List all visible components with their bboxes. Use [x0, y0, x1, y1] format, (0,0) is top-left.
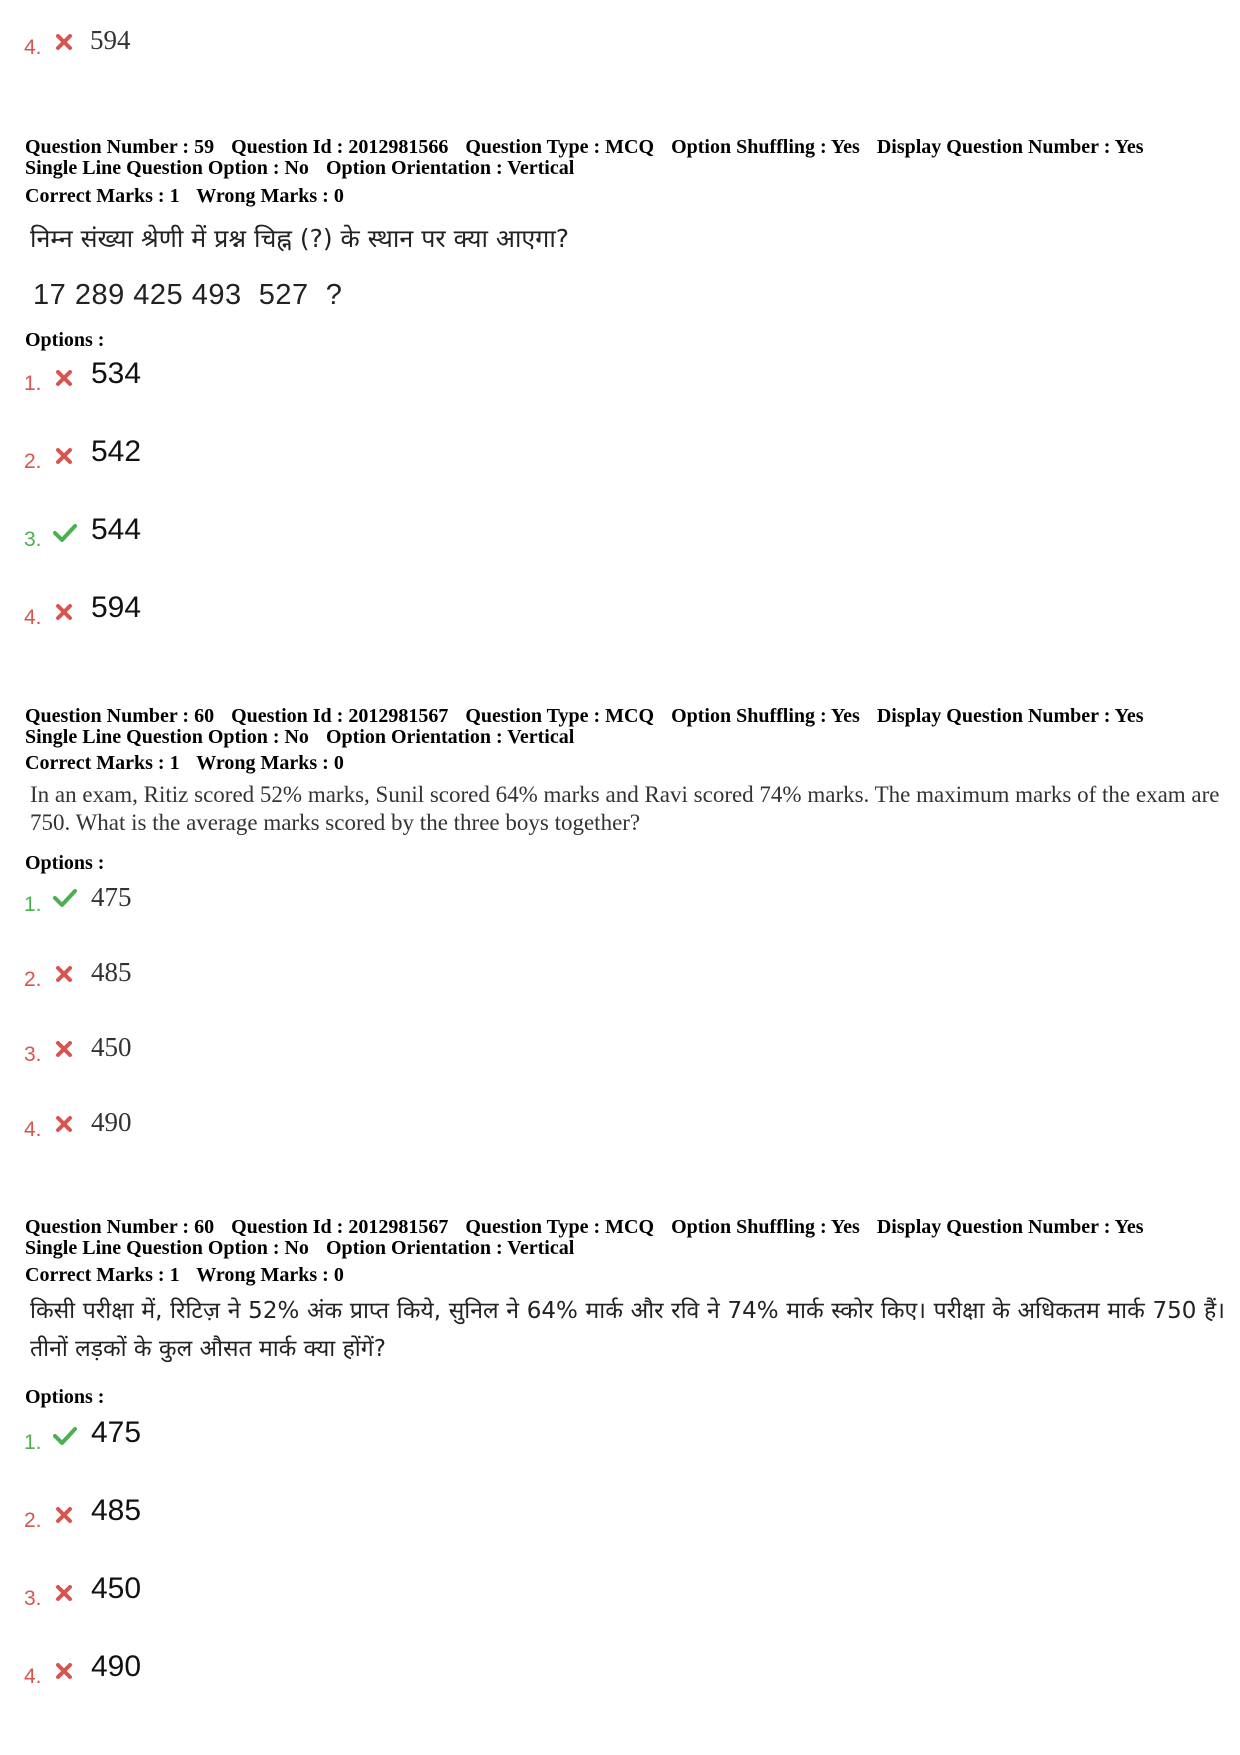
question-type: Question Type : MCQ	[465, 1216, 655, 1238]
correct-marks: Correct Marks : 1	[25, 752, 180, 774]
option-number: 2.	[24, 450, 42, 473]
cross-icon	[53, 601, 75, 623]
display-question-number: Display Question Number : Yes	[876, 136, 1144, 158]
display-question-number: Display Question Number : Yes	[876, 1216, 1144, 1238]
option-value: 485	[91, 1494, 142, 1527]
options-label: Options :	[25, 329, 105, 351]
cross-icon	[53, 1113, 75, 1135]
option-number: 4.	[24, 1118, 42, 1141]
option-number: 1.	[24, 372, 42, 395]
option-shuffling: Option Shuffling : Yes	[671, 1216, 860, 1238]
correct-marks: Correct Marks : 1	[25, 1264, 180, 1286]
option-number: 1.	[24, 1431, 42, 1454]
option-value: 475	[91, 882, 132, 912]
option-number: 4.	[24, 606, 42, 629]
question-meta-line2	[25, 726, 586, 748]
single-line-option: Single Line Question Option : No	[25, 726, 309, 748]
option-orientation: Option Orientation : Vertical	[325, 726, 575, 748]
question-meta-line2	[25, 1237, 586, 1259]
question-meta-line1	[25, 705, 1156, 727]
question-id: Question Id : 2012981567	[231, 705, 449, 727]
option-shuffling: Option Shuffling : Yes	[671, 136, 860, 158]
check-icon	[52, 887, 78, 909]
wrong-marks: Wrong Marks : 0	[196, 185, 344, 207]
option-value: 594	[90, 25, 131, 55]
option-number: 3.	[24, 528, 42, 551]
question-marks	[25, 1264, 356, 1286]
option-number: 2.	[24, 968, 42, 991]
option-value: 542	[91, 435, 142, 468]
question-number: Question Number : 60	[25, 705, 215, 727]
cross-icon	[53, 367, 75, 389]
option-number: 4.	[24, 36, 42, 59]
question-marks	[25, 185, 356, 207]
cross-icon	[53, 1582, 75, 1604]
cross-icon	[53, 445, 75, 467]
question-id: Question Id : 2012981566	[231, 136, 449, 158]
wrong-marks: Wrong Marks : 0	[196, 1264, 344, 1286]
question-marks	[25, 752, 356, 774]
question-text: निम्न संख्या श्रेणी में प्रश्न चिह्न (?) के स्थान पर क्या आएगा?	[30, 224, 570, 253]
question-type: Question Type : MCQ	[465, 136, 655, 158]
option-value: 594	[91, 591, 142, 624]
cross-icon	[53, 31, 75, 53]
options-label: Options :	[25, 852, 105, 874]
option-orientation: Option Orientation : Vertical	[325, 1237, 575, 1259]
option-number: 3.	[24, 1043, 42, 1066]
cross-icon	[53, 1038, 75, 1060]
question-type: Question Type : MCQ	[465, 705, 655, 727]
cross-icon	[53, 1660, 75, 1682]
option-value: 485	[91, 957, 132, 987]
question-text: In an exam, Ritiz scored 52% marks, Sunil scored 64% marks and Ravi scored 74% marks. The maximum marks of the exam are 750. What is the average marks scored by the three boys together?	[30, 782, 1220, 835]
option-number: 2.	[24, 1509, 42, 1532]
option-value: 490	[91, 1650, 142, 1683]
option-value: 450	[91, 1032, 132, 1062]
option-value: 450	[91, 1572, 142, 1605]
option-shuffling: Option Shuffling : Yes	[671, 705, 860, 727]
option-number: 3.	[24, 1587, 42, 1610]
options-label: Options :	[25, 1386, 105, 1408]
question-meta-line1	[25, 136, 1156, 158]
display-question-number: Display Question Number : Yes	[876, 705, 1144, 727]
cross-icon	[53, 1504, 75, 1526]
option-orientation: Option Orientation : Vertical	[325, 157, 575, 179]
option-value: 534	[91, 357, 142, 390]
question-number: Question Number : 60	[25, 1216, 215, 1238]
option-value: 475	[91, 1416, 142, 1449]
option-value: 490	[91, 1107, 132, 1137]
option-number: 4.	[24, 1665, 42, 1688]
option-number: 1.	[24, 893, 42, 916]
question-number: Question Number : 59	[25, 136, 215, 158]
question-text: किसी परीक्षा में, रिटिज़ ने 52% अंक प्राप्त किये, सुनिल ने 64% मार्क और रवि ने 74% मार्क स्कोर किए। परीक्षा के अधिकतम मार्क 750 हैं। तीनों लड़कों के कुल औसत मार्क क्या होंगें?	[30, 1298, 1225, 1362]
question-meta-line1	[25, 1216, 1156, 1238]
single-line-option: Single Line Question Option : No	[25, 1237, 309, 1259]
question-id: Question Id : 2012981567	[231, 1216, 449, 1238]
check-icon	[52, 1425, 78, 1447]
single-line-option: Single Line Question Option : No	[25, 157, 309, 179]
check-icon	[52, 522, 78, 544]
number-series: 17 289 425 493 527 ?	[33, 279, 343, 311]
wrong-marks: Wrong Marks : 0	[196, 752, 344, 774]
option-value: 544	[91, 513, 142, 546]
cross-icon	[53, 963, 75, 985]
question-meta-line2	[25, 157, 586, 179]
correct-marks: Correct Marks : 1	[25, 185, 180, 207]
